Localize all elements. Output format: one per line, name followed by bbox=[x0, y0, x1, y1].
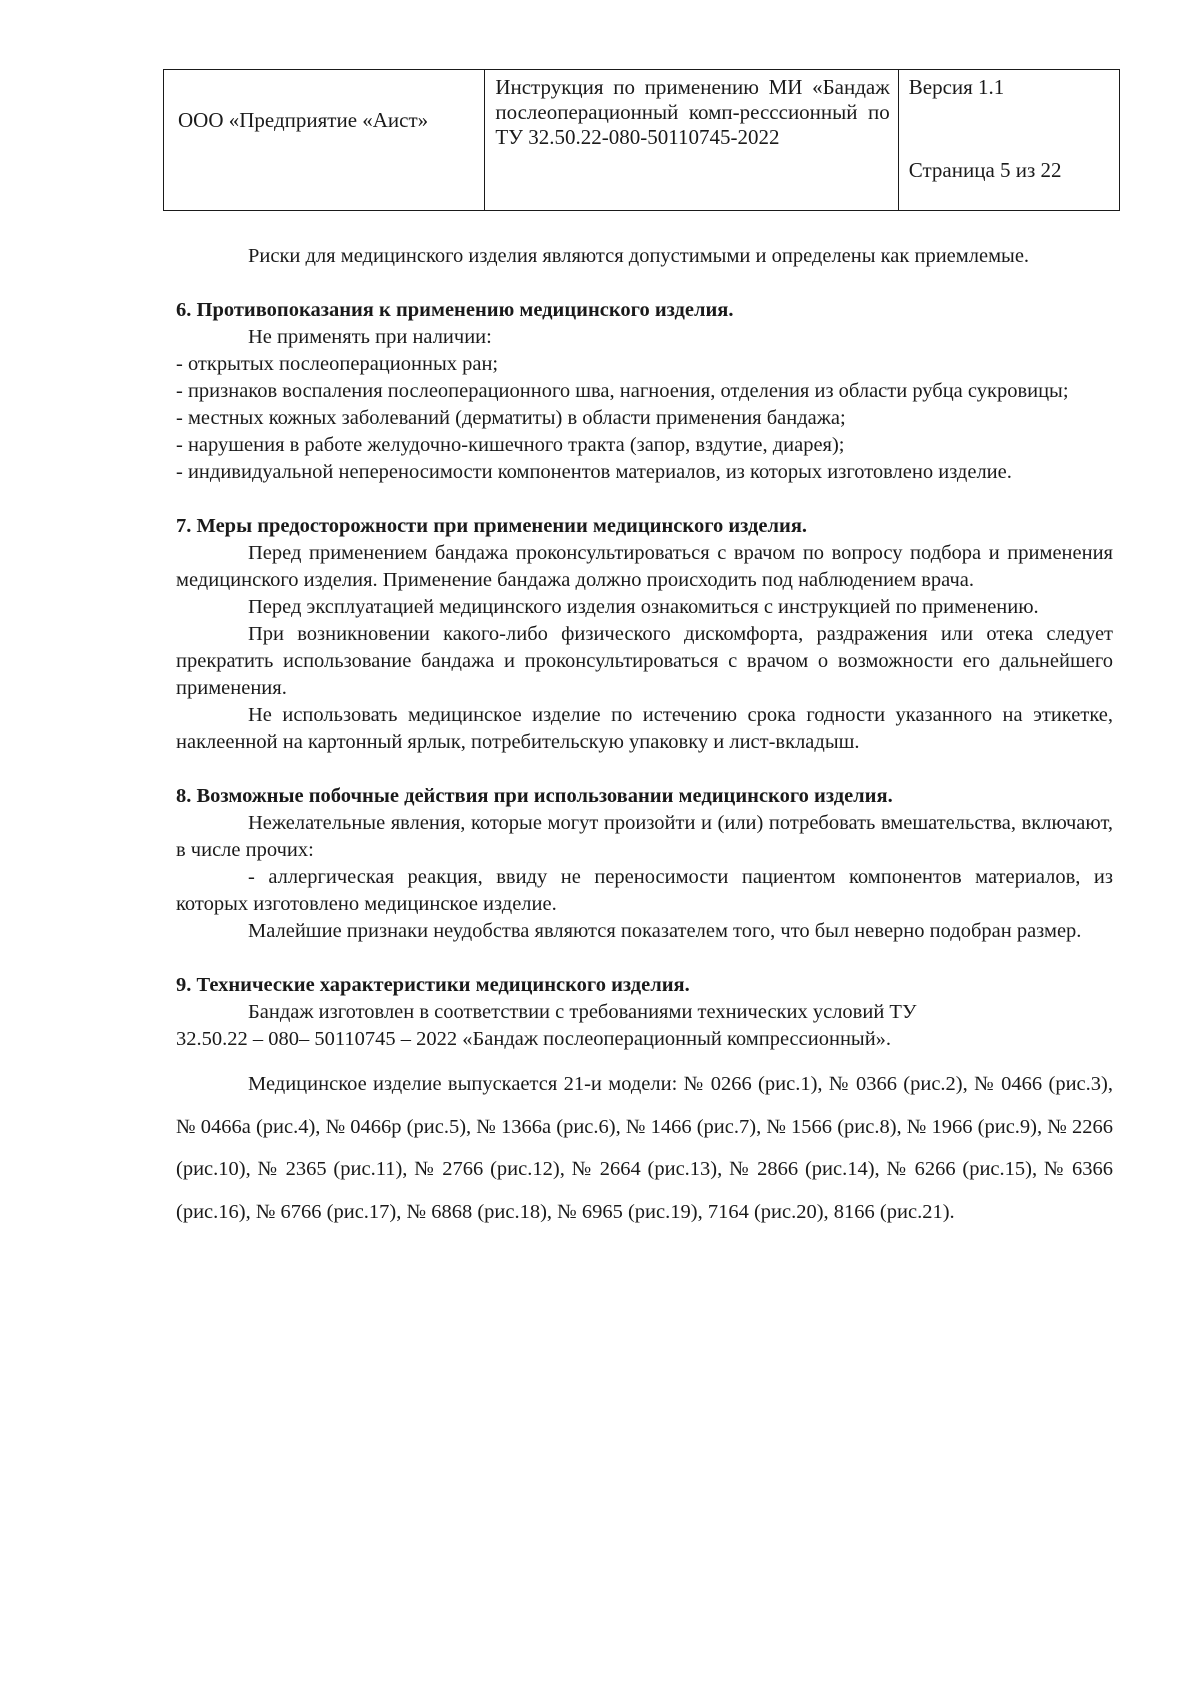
models-paragraph: Медицинское изделие выпускается 21-и модели: № 0266 (рис.1), № 0366 (рис.2), № 0466 (рис.3), № 0466а (рис.4), № 0466р (рис.5), № 1366а (рис.6), № 1466 (рис.7), № 1566 (рис.8), № 1966 (рис.9), № 2266 (рис.10), № 2365 (рис.11), № 2766 (рис.12), № 2664 (рис.13), № 2866 (рис.14), № 6266 (рис.15), № 6366 (рис.16), № 6766 (рис.17), № 6868 (рис.18), № 6965 (рис.19), 7164 (рис.20), 8166 (рис.21). bbox=[176, 1073, 1113, 1223]
precaution-paragraph: Перед эксплуатацией медицинского изделия ознакомиться с инструкцией по применению. bbox=[248, 596, 1039, 618]
version-label: Версия 1.1 bbox=[908, 75, 1005, 99]
side-effects-paragraph: Малейшие признаки неудобства являются показателем того, что был неверно подобран размер. bbox=[248, 920, 1082, 942]
document-body bbox=[176, 243, 1113, 1233]
organization-cell bbox=[164, 70, 485, 211]
spec-line-2: 32.50.22 – 080– 50110745 – 2022 «Бандаж послеоперационный компрессионный». bbox=[176, 1028, 892, 1050]
precaution-paragraph: Не использовать медицинское изделие по истечению срока годности указанного на этикетке, наклеенной на картонный ярлык, потребительскую упаковку и лист-вкладыш. bbox=[176, 704, 1113, 753]
section-6-heading: 6. Противопоказания к применению медицинского изделия. bbox=[176, 299, 734, 321]
contraindication-item: - открытых послеоперационных ран; bbox=[176, 353, 499, 375]
contraindication-item: - признаков воспаления послеоперационного шва, нагноения, отделения из области рубца сукровицы; bbox=[176, 380, 1069, 402]
risks-paragraph: Риски для медицинского изделия являются допустимыми и определены как приемлемые. bbox=[248, 245, 1030, 267]
contraindication-item: - индивидуальной непереносимости компонентов материалов, из которых изготовлено изделие. bbox=[176, 461, 1012, 483]
section-7-heading: 7. Меры предосторожности при применении медицинского изделия. bbox=[176, 515, 808, 537]
contraindication-item: - местных кожных заболеваний (дерматиты) в области применения бандажа; bbox=[176, 407, 846, 429]
side-effects-paragraph: - аллергическая реакция, ввиду не переносимости пациентом компонентов материалов, из которых изготовлено медицинское изделие. bbox=[176, 866, 1113, 915]
spec-line-1: Бандаж изготовлен в соответствии с требованиями технических условий ТУ bbox=[248, 1001, 917, 1023]
precaution-paragraph: При возникновении какого-либо физического дискомфорта, раздражения или отека следует прекратить использование бандажа и проконсультироваться с врачом о возможности его дальнейшего применения. bbox=[176, 623, 1113, 699]
side-effects-paragraph: Нежелательные явления, которые могут произойти и (или) потребовать вмешательства, включают, в числе прочих: bbox=[176, 812, 1113, 861]
section-9-heading: 9. Технические характеристики медицинского изделия. bbox=[176, 974, 690, 996]
organization-name: ООО «Предприятие «Аист» bbox=[178, 108, 429, 132]
section-6-lead: Не применять при наличии: bbox=[248, 326, 492, 348]
document-title-cell bbox=[485, 70, 898, 211]
document-header-table bbox=[163, 69, 1120, 211]
precaution-paragraph: Перед применением бандажа проконсультироваться с врачом по вопросу подбора и применения медицинского изделия. Применение бандажа должно происходить под наблюдением врача. bbox=[176, 542, 1113, 591]
version-cell bbox=[898, 70, 1119, 211]
section-8-heading: 8. Возможные побочные действия при использовании медицинского изделия. bbox=[176, 785, 893, 807]
page-number: Страница 5 из 22 bbox=[908, 158, 1062, 182]
contraindication-item: - нарушения в работе желудочно-кишечного тракта (запор, вздутие, диарея); bbox=[176, 434, 845, 456]
document-title: Инструкция по применению МИ «Бандаж послеоперационный комп-ресссионный по ТУ 32.50.22-080-50110745-2022 bbox=[495, 75, 890, 149]
